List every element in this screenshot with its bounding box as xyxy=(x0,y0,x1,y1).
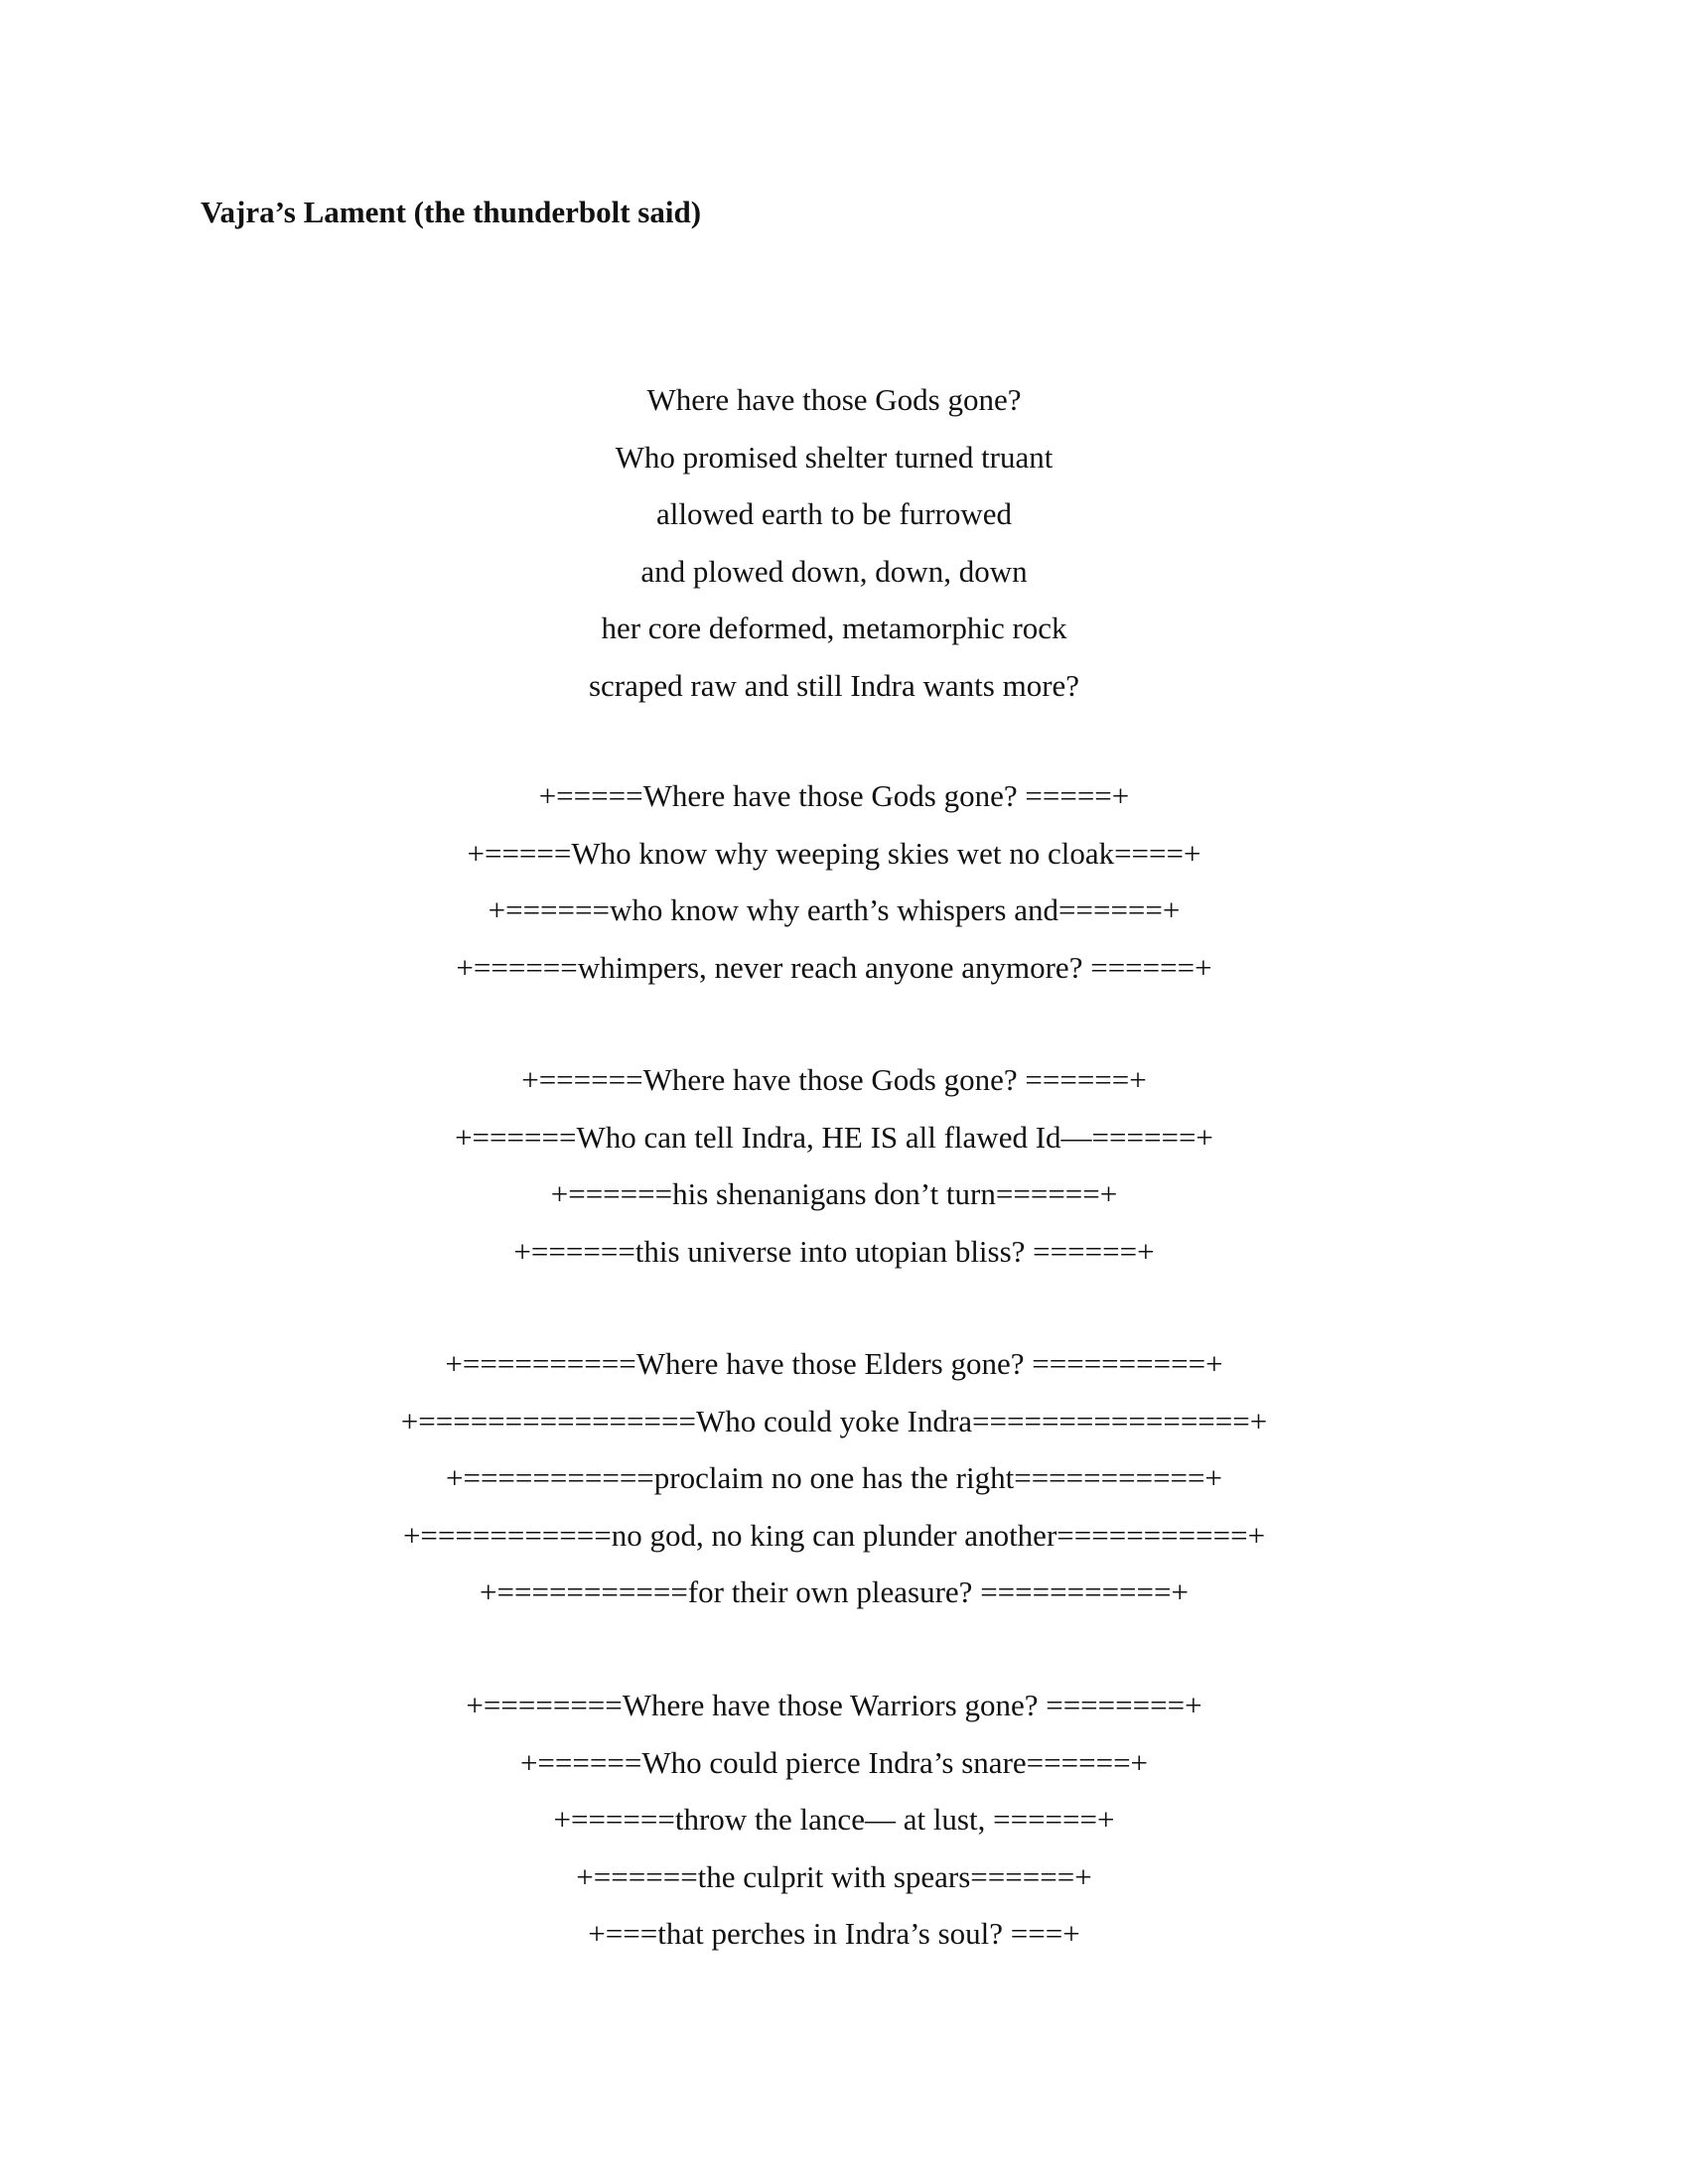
poem-line: allowed earth to be furrowed xyxy=(655,496,1013,531)
poem-line: +================Who could yoke Indra================+ xyxy=(400,1403,1268,1438)
poem-line: +======Who can tell Indra, HE IS all flawed Id—======+ xyxy=(455,1119,1213,1155)
poem-line: +===========no god, no king can plunder another===========+ xyxy=(402,1517,1266,1553)
stanza xyxy=(0,1677,1688,1963)
poem-line: +=====Who know why weeping skies wet no cloak====+ xyxy=(467,835,1201,871)
poem-line: Where have those Gods gone? xyxy=(646,382,1022,417)
poem-title: Vajra’s Lament (the thunderbolt said) xyxy=(201,195,702,229)
poem-line: +========Where have those Warriors gone? ========+ xyxy=(466,1688,1202,1722)
poem-line: +===that perches in Indra’s soul? ===+ xyxy=(588,1916,1080,1951)
poem-line: +======who know why earth’s whispers and======+ xyxy=(488,892,1181,927)
poem-line: +===========for their own pleasure? ===========+ xyxy=(480,1574,1189,1609)
poem-line: +======the culprit with spears======+ xyxy=(576,1858,1092,1894)
poem-line: Who promised shelter turned truant xyxy=(615,439,1054,475)
stanza xyxy=(0,371,1688,714)
poem-line: +======whimpers, never reach anyone anymore? ======+ xyxy=(456,949,1212,985)
stanza xyxy=(0,767,1688,996)
poem-line: +======this universe into utopian bliss? ======+ xyxy=(513,1233,1155,1269)
poem-line: her core deformed, metamorphic rock xyxy=(601,611,1067,645)
poem-line: +======Who could pierce Indra’s snare======+ xyxy=(519,1744,1149,1780)
poem-line: +=====Where have those Gods gone? =====+ xyxy=(538,778,1130,813)
poem-line: +======Where have those Gods gone? ======+ xyxy=(521,1062,1147,1097)
stanza xyxy=(0,1335,1688,1621)
poem-line: +===========proclaim no one has the right===========+ xyxy=(445,1460,1223,1495)
poem-line: and plowed down, down, down xyxy=(640,553,1028,589)
stanza xyxy=(0,1051,1688,1280)
poem-line: +==========Where have those Elders gone? ==========+ xyxy=(445,1346,1223,1381)
poem-line: scraped raw and still Indra wants more? xyxy=(588,667,1080,703)
poem-line: +======his shenanigans don’t turn======+ xyxy=(550,1176,1118,1211)
poem-line: +======throw the lance— at lust, ======+ xyxy=(553,1802,1115,1837)
